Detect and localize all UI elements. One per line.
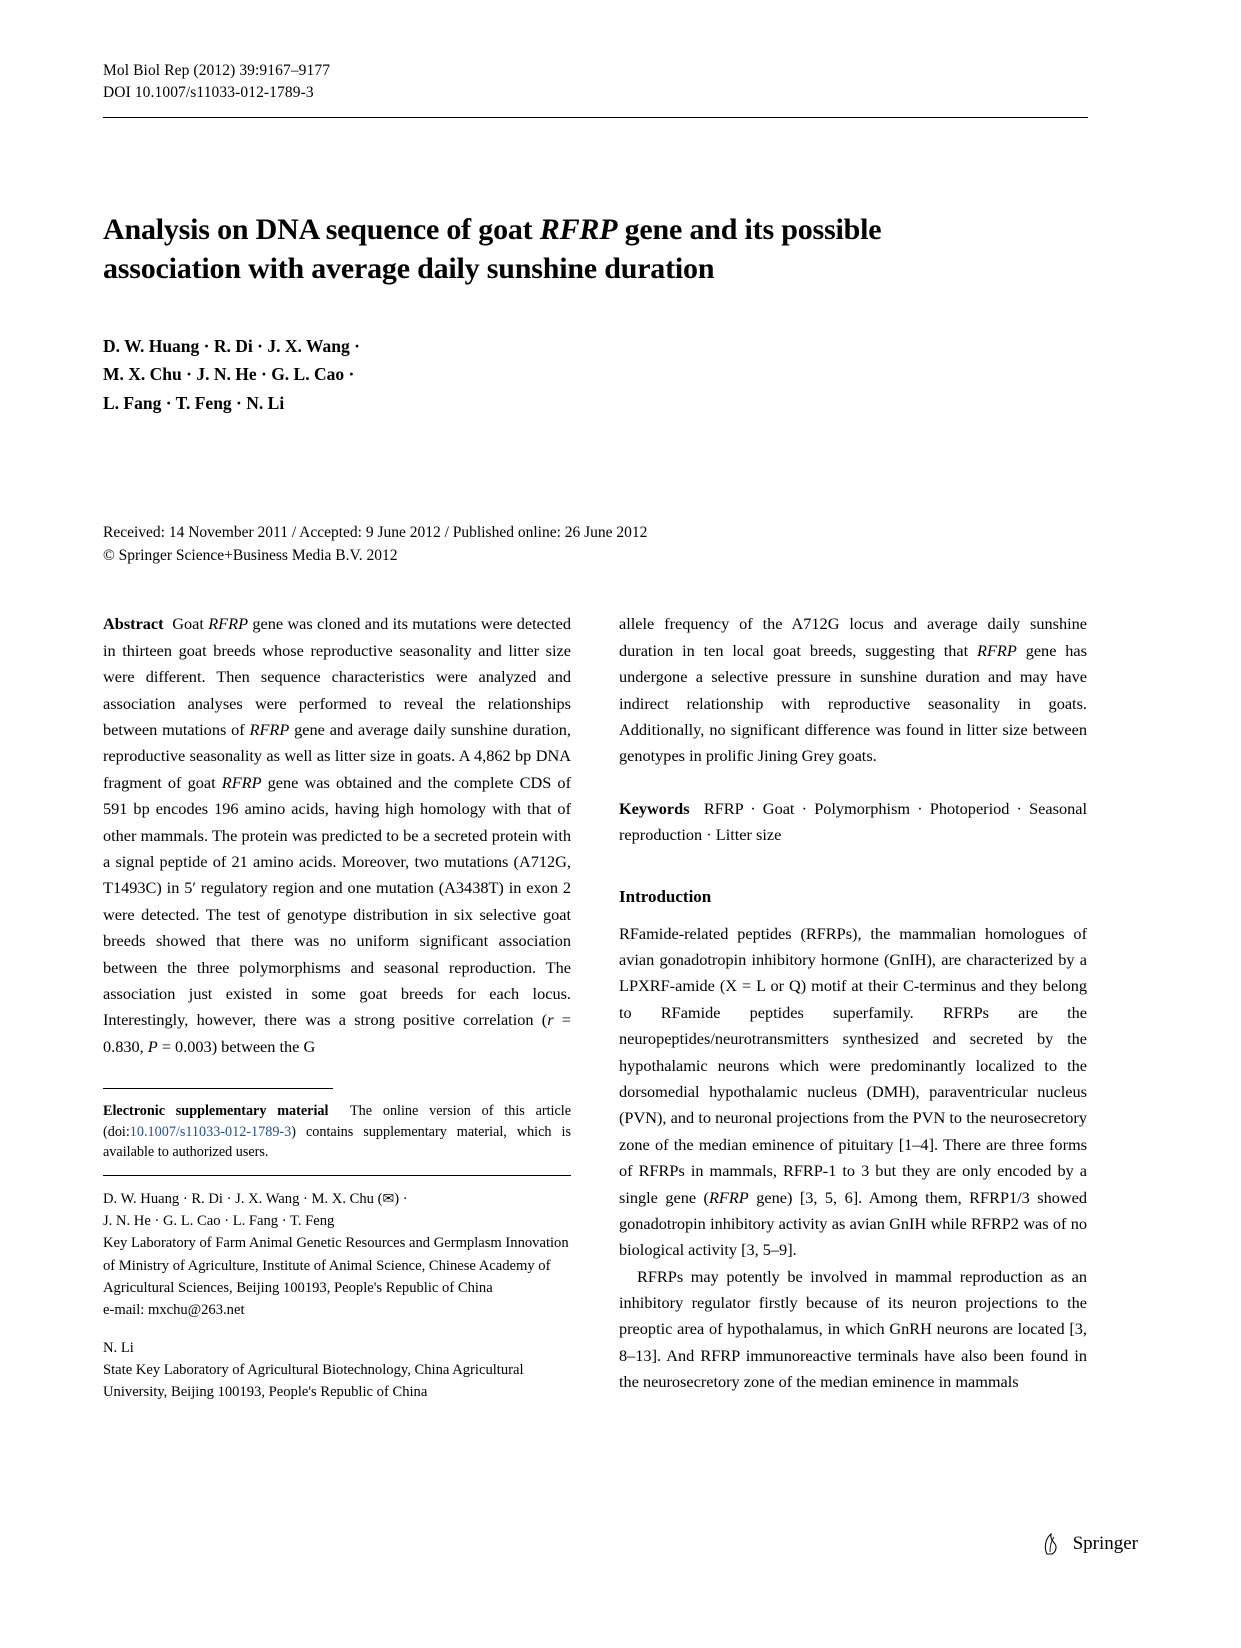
- intro-paragraph-1: [619, 921, 1087, 1264]
- copyright-line: © Springer Science+Business Media B.V. 2012: [103, 547, 398, 565]
- title-line2: association with average daily sunshine duration: [103, 251, 715, 285]
- intro-p1-a: RFamide-related peptides (RFRPs), the mammalian homologues of avian gonadotropin inhibitory hormone (GnIH), are characterized by a LPXRF-amide (X = L or Q) motif at their C-terminus and they belong to RFamide peptides superfamily. RFRPs are the neuropeptides/neurotransmitters synthesized and secreted by the hypothalamic neurons which were predominantly localized to the dorsomedial hypothalamic nucleus (DMH), paraventricular nucleus (PVN), and to neuronal projections from the PVN to the neurosecretory zone of the median eminence of pituitary [1–4]. There are three forms of RFRPs in mammals, RFRP-1 to 3 but they are only encoded by a single gene (: [619, 923, 1087, 1207]
- author-line-2: M. X. Chu · J. N. He · G. L. Cao ·: [103, 364, 355, 385]
- affil2-address: State Key Laboratory of Agricultural Biotechnology, China Agricultural University, Beijing 100193, People's Republic of China: [103, 1362, 524, 1401]
- abstract-text-c: gene and average daily sunshine duration, reproductive seasonality as well as litter size in goats. A 4,862 bp DNA fragment of goat: [103, 720, 571, 792]
- affil1-address: Key Laboratory of Farm Animal Genetic Resources and Germplasm Innovation of Ministry of Agriculture, Institute of Animal Science, Chinese Academy of Agricultural Sciences, Beijing 100193, People's Republic of China: [103, 1235, 569, 1296]
- intro-p1-italic: RFRP: [708, 1187, 749, 1207]
- affiliation-block-2: [103, 1337, 571, 1404]
- abstract-italic-p: P: [147, 1036, 158, 1056]
- abstract-text-a: Goat: [172, 614, 209, 634]
- affil1-authors-a: D. W. Huang · R. Di · J. X. Wang · M. X. Chu (: [103, 1190, 383, 1207]
- section-heading-introduction: Introduction: [619, 886, 712, 906]
- esm-text-b: ) contains supplementary material, which is available to authorized users.: [103, 1123, 571, 1161]
- affil1-authors-line1: [103, 1188, 571, 1210]
- abstract-italic-1: RFRP: [208, 614, 249, 634]
- author-line-3: L. Fang · T. Feng · N. Li: [103, 392, 285, 413]
- abstract-text-f: = 0.003) between the G: [157, 1036, 316, 1056]
- abstract-text-e: = 0.830,: [103, 1010, 571, 1056]
- abstract-text-d: gene was obtained and the complete CDS of 591 bp encodes 196 amino acids, having high homology with that of other mammals. The protein was predicted to be a secreted protein with a signal peptide of 21 amino acids. Moreover, two mutations (A712G, T1493C) in 5′ regulatory region and one mutation (A3438T) in exon 2 were detected. The test of genotype distribution in six selective goat breeds showed that there was no uniform significant association between the three polymorphisms and seasonal reproduction. The association just existed in some goat breeds for each locus. Interestingly, however, there was a strong positive correlation (: [103, 772, 571, 1030]
- two-column-body: [103, 611, 1088, 1403]
- esm-footnote: [103, 1101, 571, 1163]
- header-divider: [103, 117, 1088, 118]
- journal-reference: Mol Biol Rep (2012) 39:9167–9177: [103, 62, 331, 79]
- title-line1-post: gene and its possible: [617, 212, 882, 246]
- keywords-block: [619, 796, 1087, 849]
- affil1-email: e-mail: mxchu@263.net: [103, 1301, 245, 1318]
- abstract-cont-b: gene has undergone a selective pressure in sunshine duration and may have indirect relationship with reproductive seasonality in goats. Additionally, no significant difference was found in litter size between genotypes in prolific Jining Grey goats.: [619, 640, 1087, 766]
- abstract-italic-r: r: [547, 1010, 554, 1030]
- abstract-text-b: gene was cloned and its mutations were detected in thirteen goat breeds whose reproductive seasonality and litter size were different. Then sequence characteristics were analyzed and association analyses were performed to reveal the relationships between mutations of: [103, 614, 572, 740]
- left-column: [103, 611, 571, 1403]
- envelope-icon: ✉: [382, 1191, 395, 1207]
- abstract-label: Abstract: [103, 614, 164, 634]
- footnote-divider: [103, 1088, 333, 1089]
- abstract-cont-italic: RFRP: [977, 640, 1017, 660]
- springer-logo-icon: [1043, 1532, 1065, 1556]
- esm-doi-link[interactable]: 10.1007/s11033-012-1789-3: [129, 1123, 292, 1140]
- affil1-authors-line2: J. N. He · G. L. Cao · L. Fang · T. Feng: [103, 1213, 335, 1230]
- abstract-cont-a: allele frequency of the A712G locus and average daily sunshine duration in ten local goat breeds, suggesting that: [619, 614, 1087, 660]
- intro-paragraph-2: RFRPs may potently be involved in mammal reproduction as an inhibitory regulator firstly because of its neuron projections to the preoptic area of hypothalamus, in which GnRH neurons are located [3, 8–13]. And RFRP immunoreactive terminals have also been found in the neurosecretory zone of the median eminence in mammals: [619, 1266, 1087, 1392]
- title-gene-italic: RFRP: [539, 212, 618, 246]
- affiliation-divider: [103, 1175, 571, 1176]
- page-content: [103, 60, 1088, 1404]
- publication-history: [103, 521, 1088, 568]
- right-column: [619, 611, 1087, 1403]
- affil1-authors-b: ) ·: [394, 1190, 408, 1207]
- keywords-text: RFRP · Goat · Polymorphism · Photoperiod · Seasonal reproduction · Litter size: [619, 798, 1088, 845]
- springer-footer: [1043, 1532, 1138, 1556]
- esm-text-a: The online version of this article (doi:: [103, 1103, 572, 1140]
- affil2-author: N. Li: [103, 1340, 134, 1357]
- author-line-1: D. W. Huang · R. Di · J. X. Wang ·: [103, 335, 360, 356]
- keywords-label: Keywords: [619, 798, 690, 818]
- abstract-continuation: [619, 611, 1087, 769]
- doi-line: DOI 10.1007/s11033-012-1789-3: [103, 84, 314, 102]
- springer-label: Springer: [1072, 1533, 1138, 1554]
- affiliation-block-1: [103, 1188, 571, 1321]
- intro-p1-b: gene) [3, 5, 6]. Among them, RFRP1/3 showed gonadotropin inhibitory activity as avian GnIH while RFRP2 was of no biological activity [3, 5–9].: [619, 1187, 1088, 1260]
- title-line1-pre: Analysis on DNA sequence of goat: [103, 212, 540, 246]
- abstract-italic-2: RFRP: [249, 720, 290, 740]
- esm-label: Electronic supplementary material: [103, 1103, 329, 1120]
- abstract-italic-3: RFRP: [221, 772, 262, 792]
- author-list: [103, 332, 1088, 417]
- journal-header: [103, 60, 1088, 118]
- abstract-paragraph: [103, 611, 571, 1060]
- publication-dates: Received: 14 November 2011 / Accepted: 9 June 2012 / Published online: 26 June 2012: [103, 523, 648, 541]
- page-title: [103, 210, 1088, 288]
